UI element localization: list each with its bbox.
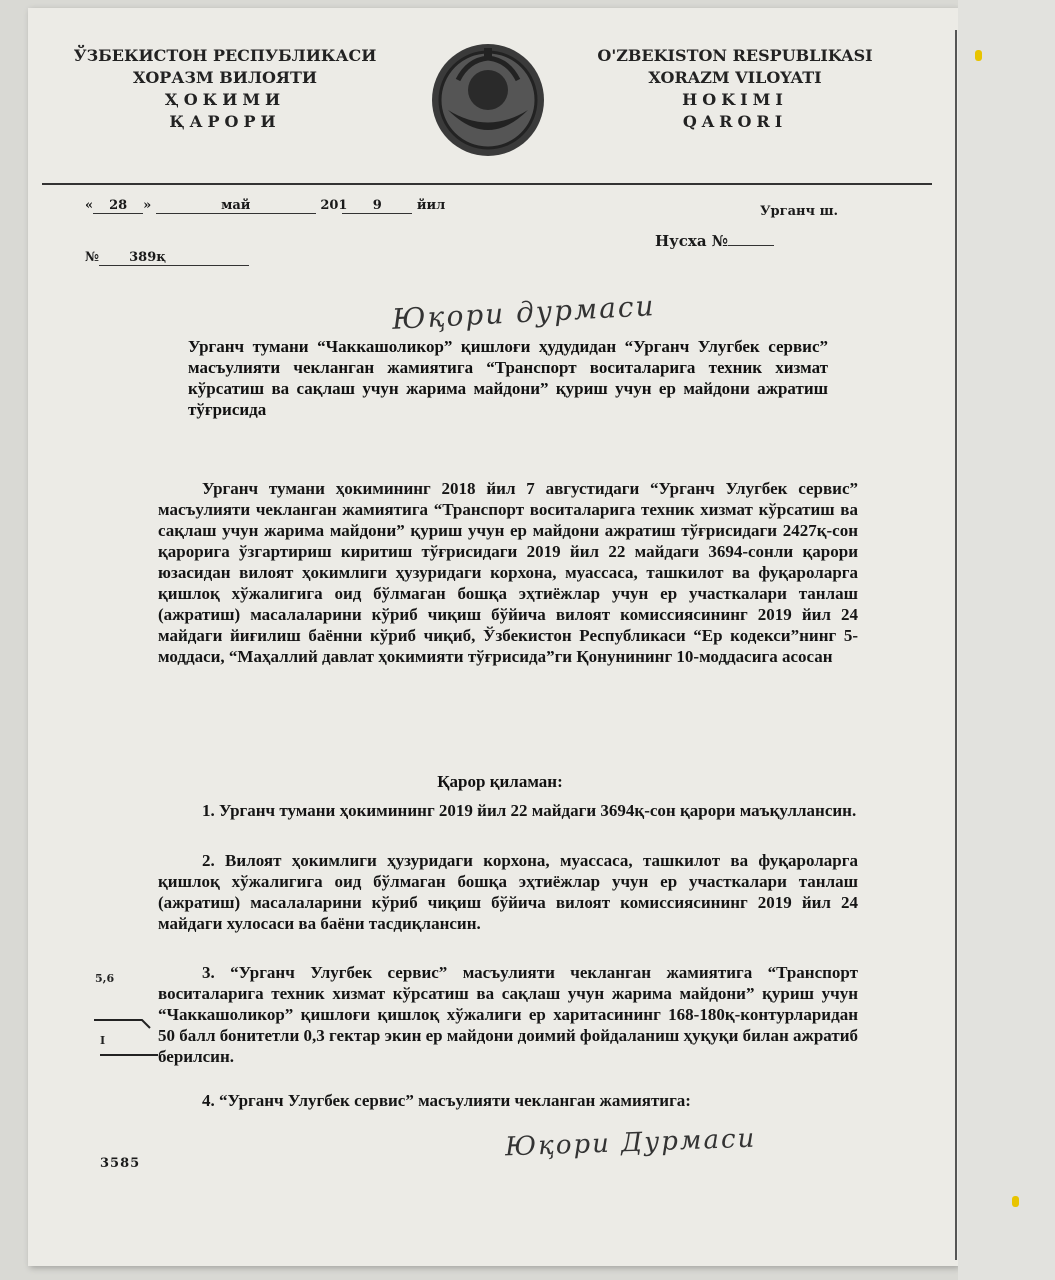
preamble-paragraph: Урганч тумани ҳокимининг 2018 йил 7 августидаги “Урганч Улугбек сервис” масъулияти чекланган жамиятига “Транспорт воситаларига техник хизмат кўрсатиш ва сақлаш учун жарима майдони” қуриш учун ер майдони ажратиш тўғрисидаги 2427қ-сон қарорига ўзгартириш киритиш тўғрисидаги 2019 йил 22 майдаги 3694-сонли қарори юзасидан вилоят ҳокимлиги ҳузуридаги корхона, муассаса, ташкилот ва фуқароларга қишлоқ хўжалигига оид бўлмаган бошқа эҳтиёжлар учун ер участкалари танлаш (ажратиш) масалаларини кўриб чиқиш бўйича вилоят комиссиясининг 2019 йил 24 майдаги йиғилиш баённи кўриб чиқиб, Ўзбекистон Республикаси “Ер кодекси”нинг 5-моддаси, “Маҳаллий давлат ҳокимияти тўғрисида”ги Қонунининг 10-моддасига асосан bbox=[158, 479, 858, 666]
date-day: 28 bbox=[93, 198, 143, 214]
number-prefix: № bbox=[85, 250, 100, 265]
date-year-suffix: 9 bbox=[342, 198, 412, 214]
copy-blank bbox=[728, 245, 774, 246]
copy-label: Нусха № bbox=[655, 232, 729, 250]
decree-item-4: 4. “Урганч Улугбек сервис” масъулияти чекланган жамиятига: bbox=[202, 1091, 691, 1110]
background-strip bbox=[958, 0, 1055, 1280]
margin-mark: I bbox=[100, 1034, 106, 1047]
header-right-block bbox=[560, 45, 910, 133]
margin-mark: 5,6 bbox=[95, 972, 115, 985]
date-year-prefix: 201 bbox=[320, 198, 348, 213]
header-right-line: HOKIMI bbox=[682, 90, 788, 109]
decree-heading: Қарор қиламан: bbox=[437, 772, 563, 791]
header-divider bbox=[42, 183, 932, 185]
number-value: 389қ bbox=[99, 250, 249, 266]
yellow-mark bbox=[975, 50, 982, 61]
header-right-line: QARORI bbox=[682, 112, 788, 131]
city: Урганч ш. bbox=[760, 204, 839, 219]
copy-number bbox=[655, 232, 774, 250]
decree-number bbox=[85, 250, 249, 266]
header-left-line: ҚАРОРИ bbox=[169, 112, 281, 131]
decree-title: Урганч тумани “Чаккашоликор” қишлоғи ҳудудидан “Урганч Улугбек сервис” масъулияти чекланган жамиятига “Транспорт воситаларига техник хизмат кўрсатиш ва сақлаш учун жарима майдони” қуриш учун ер майдони ажратиш тўғрисида bbox=[188, 337, 828, 419]
decree-item-1: 1. Урганч тумани ҳокимининг 2019 йил 22 майдаги 3694қ-сон қарори маъқуллансин. bbox=[202, 801, 857, 820]
yellow-mark bbox=[1012, 1196, 1019, 1207]
handwritten-note-top: Юқори дурмаси bbox=[391, 289, 657, 336]
date-year-word: йил bbox=[416, 198, 446, 213]
date-month: май bbox=[156, 198, 316, 214]
header-left-line: ЎЗБЕКИСТОН РЕСПУБЛИКАСИ bbox=[73, 46, 377, 65]
decree-date: « 28 » май 201 9 йил bbox=[85, 198, 446, 213]
header-right-line: XORAZM VILOYATI bbox=[648, 68, 822, 87]
header-left-line: ҲОКИМИ bbox=[164, 90, 286, 109]
decree-item-2: 2. Вилоят ҳокимлиги ҳузуридаги корхона, муассаса, ташкилот ва фуқароларга қишлоқ хўжалигига оид бўлмаган бошқа эҳтиёжлар учун ер участкалари танлаш (ажратиш) масалаларини кўриб чиқиш бўйича вилоят комиссиясининг 2019 йил 24 майдаги хулосаси ва баёни тасдиқлансин. bbox=[158, 851, 858, 933]
state-emblem-icon bbox=[428, 40, 548, 160]
header-right-line: O'ZBEKISTON RESPUBLIKASI bbox=[597, 46, 873, 65]
footer-code: 3585 bbox=[100, 1156, 141, 1171]
decree-item-3: 3. “Урганч Улугбек сервис” масъулияти чекланган жамиятига “Транспорт воситаларига техник хизмат кўрсатиш ва сақлаш учун жарима майдони” қуриш учун “Чаккашоликор” қишлоғи қишлоқ хўжалиги ер харитасининг 168-180қ-контурларидан 50 балл бонитетли 0,3 гектар экин ер майдони доимий фойдаланиш ҳуқуқи билан ажратиб берилсин. bbox=[158, 963, 858, 1066]
header-left-block bbox=[40, 45, 410, 133]
margin-arrow-icon bbox=[92, 1010, 162, 1060]
handwritten-note-bottom: Юқори Дурмаси bbox=[504, 1123, 757, 1163]
header-left-line: ХОРАЗМ ВИЛОЯТИ bbox=[132, 68, 318, 87]
page-edge-line bbox=[955, 30, 957, 1260]
